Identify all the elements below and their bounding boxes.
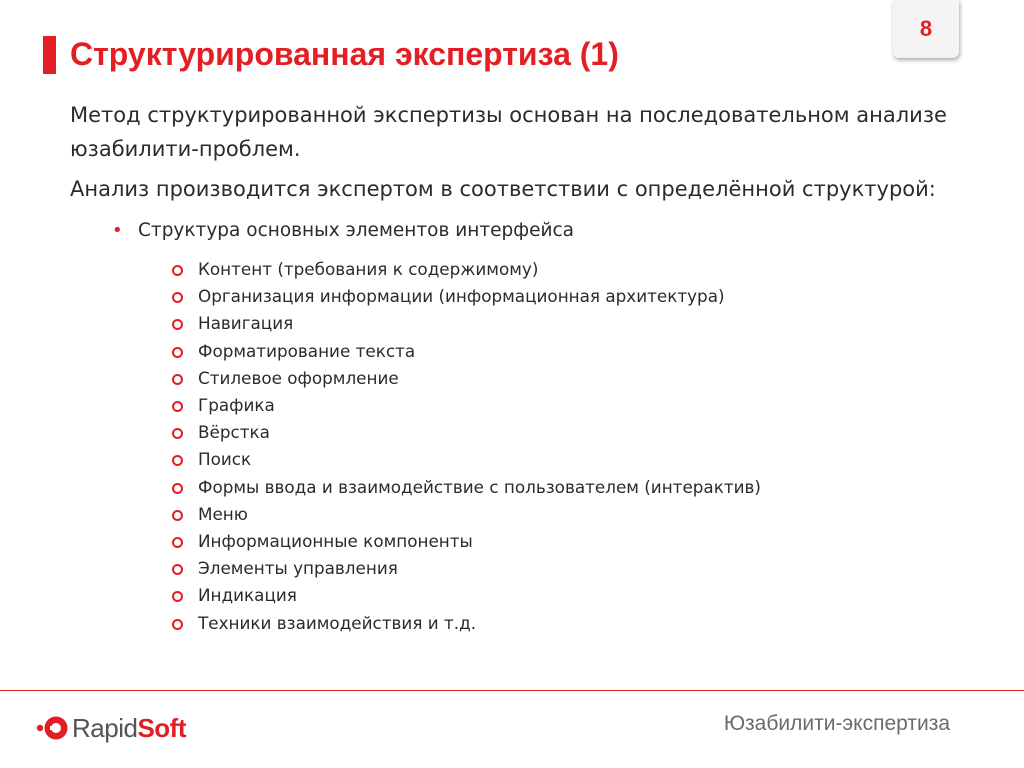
ring-bullet-icon (172, 319, 183, 330)
logo-text-rapid: Rapid (72, 712, 138, 743)
ring-bullet-icon (172, 265, 183, 276)
list-item (198, 392, 950, 419)
paragraph-analysis: Анализ производится экспертом в соответствии с определённой структурой: (70, 177, 936, 201)
ring-bullet-icon (172, 619, 183, 630)
logo-text (72, 713, 186, 744)
rapidsoft-logo-icon (36, 711, 70, 745)
ring-bullet-icon (172, 292, 183, 303)
list-item (198, 446, 950, 473)
ring-bullet-icon (172, 591, 183, 602)
list-item (198, 582, 950, 609)
bullet-dot-icon: • (112, 220, 123, 241)
list-item-text: Вёрстка (198, 422, 270, 443)
list-item-text: Техники взаимодействия и т.д. (198, 612, 477, 633)
paragraph-method: Метод структурированной экспертизы основан на последовательном анализе юзабилити-проблем. (70, 103, 947, 161)
ring-bullet-icon (172, 510, 183, 521)
list-item-text: Элементы управления (198, 558, 398, 579)
title-accent-bar (43, 36, 56, 74)
ring-bullet-icon (172, 483, 183, 494)
ring-bullet-icon (172, 455, 183, 466)
list-item (198, 474, 950, 501)
ring-bullet-icon (172, 564, 183, 575)
list-item-text: Навигация (198, 313, 294, 334)
logo-text-soft: Soft (137, 712, 186, 743)
ring-bullet-icon (172, 428, 183, 439)
list-item (198, 555, 950, 582)
slide-content (70, 98, 950, 637)
list-item-text: Организация информации (информационная архитектура) (198, 286, 725, 307)
footer-divider (0, 690, 1024, 691)
list-item-text: Контент (требования к содержимому) (198, 259, 539, 279)
ring-bullet-icon (172, 401, 183, 412)
footer-caption: Юзабилити-экспертиза (723, 712, 950, 735)
list-item (198, 365, 950, 392)
list-item (198, 256, 950, 283)
list-item-text: Поиск (198, 449, 252, 470)
list-item-text: Стилевое оформление (198, 367, 399, 388)
bullet-text: Структура основных элементов интерфейса (138, 220, 575, 241)
list-item (198, 310, 950, 337)
list-item-text: Формы ввода и взаимодействие с пользователем (интерактив) (198, 476, 761, 497)
list-item (198, 528, 950, 555)
list-item-text: Меню (198, 503, 248, 524)
list-item (198, 338, 950, 365)
list-item-text: Графика (198, 395, 275, 416)
list-item-text: Информационные компоненты (198, 531, 473, 552)
list-item (198, 610, 950, 637)
list-item (198, 419, 950, 446)
ring-bullet-icon (172, 537, 183, 548)
list-item (198, 501, 950, 528)
page-number-badge (893, 0, 959, 58)
slide-title: Структурированная экспертиза (1) (70, 36, 619, 72)
rapidsoft-logo (36, 711, 186, 745)
ring-bullet-icon (172, 347, 183, 358)
bullet-interface-structure (112, 216, 950, 246)
ring-bullet-icon (172, 374, 183, 385)
list-item-text: Форматирование текста (198, 340, 416, 361)
list-item (198, 283, 950, 310)
page-number: 8 (919, 16, 933, 41)
sub-item-list (198, 256, 950, 637)
list-item-text: Индикация (198, 585, 297, 606)
